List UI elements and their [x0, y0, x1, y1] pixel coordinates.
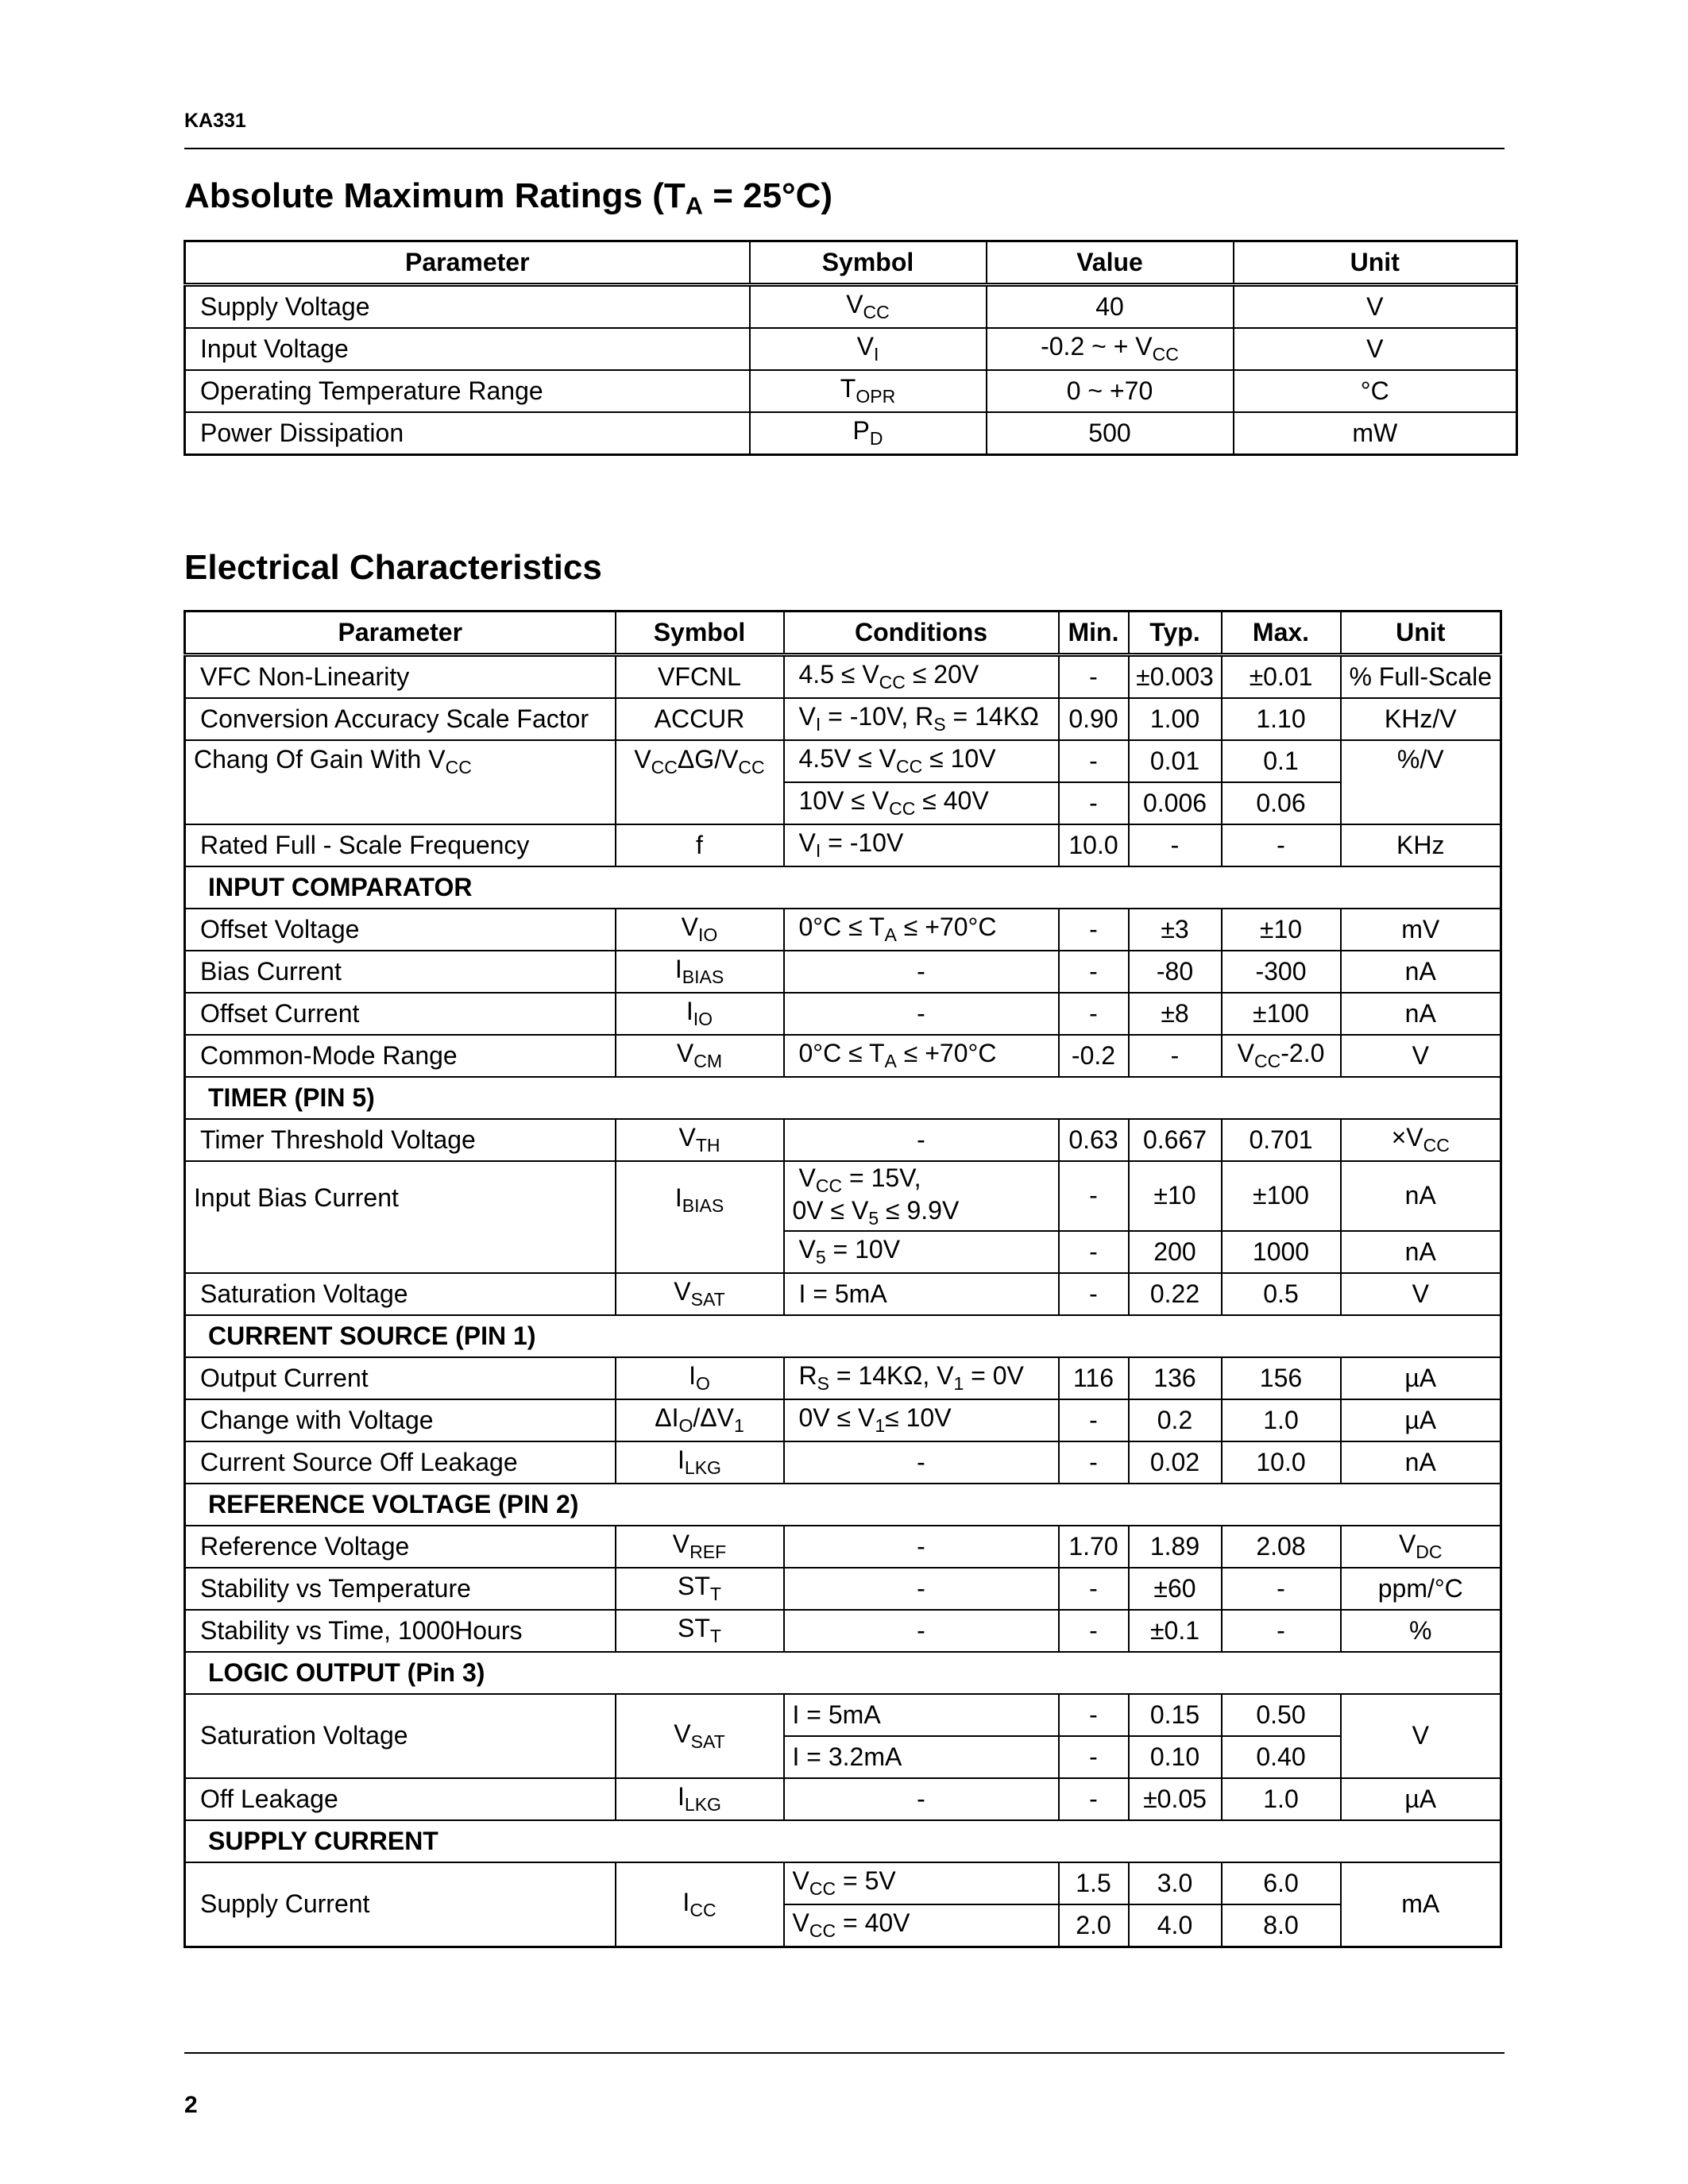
conditions-cell: $0^\circ C \le T_A \le +70^\circ C$ — [784, 909, 1059, 951]
symbol-cell: $ST_T$ — [616, 1610, 784, 1652]
col-header: Value — [987, 241, 1234, 285]
col-header: Symbol — [616, 612, 784, 655]
min-cell: 10.0 — [1059, 824, 1129, 866]
section-row — [185, 1652, 1501, 1694]
typ-cell: 1.00 — [1129, 698, 1222, 740]
typ-cell: 136 — [1129, 1357, 1222, 1399]
param-cell: Stability vs Time, 1000Hours — [185, 1610, 616, 1652]
typ-cell: 3.0 — [1129, 1862, 1222, 1904]
unit-cell: °C — [1234, 370, 1517, 412]
conditions-cell — [784, 1161, 1059, 1231]
min-cell: - — [1059, 909, 1129, 951]
table-row — [185, 1526, 1501, 1568]
unit-cell: ppm/°C — [1341, 1568, 1501, 1610]
typ-cell: ±0.1 — [1129, 1610, 1222, 1652]
typ-cell: 0.22 — [1129, 1273, 1222, 1315]
section-row — [185, 1484, 1501, 1526]
typ-cell: 0.667 — [1129, 1119, 1222, 1161]
abs-max-table — [183, 240, 1518, 456]
typ-cell: ±8 — [1129, 993, 1222, 1035]
param-cell: Offset Current — [185, 993, 616, 1035]
max-cell: 8.0 — [1222, 1904, 1341, 1947]
value-cell: 0 ~ +70 — [987, 370, 1234, 412]
symbol-cell: $V_{SAT}$ — [616, 1273, 784, 1315]
unit-cell: nA — [1341, 1161, 1501, 1231]
min-cell: - — [1059, 782, 1129, 824]
conditions-cell: $V_I = -10V$ — [784, 824, 1059, 866]
table-row — [185, 1441, 1501, 1484]
min-cell: - — [1059, 1399, 1129, 1441]
max-cell: 10.0 — [1222, 1441, 1341, 1484]
col-header: Max. — [1222, 612, 1341, 655]
symbol-cell: $I_{LKG}$ — [616, 1778, 784, 1820]
col-header: Symbol — [750, 241, 987, 285]
param-cell: Timer Threshold Voltage — [185, 1119, 616, 1161]
conditions-cell: I = 5mA — [784, 1694, 1059, 1736]
value-cell: 40 — [987, 285, 1234, 329]
conditions-cell: - — [784, 1441, 1059, 1484]
param-cell: Offset Voltage — [185, 909, 616, 951]
table-row — [185, 412, 1517, 455]
symbol-cell: $I_{BIAS}$ — [616, 1161, 784, 1273]
param-cell: Off Leakage — [185, 1778, 616, 1820]
symbol-cell: VFCNL — [616, 655, 784, 699]
param-cell: Input Bias Current — [185, 1161, 616, 1273]
param-cell: Supply Current — [185, 1862, 616, 1947]
min-cell: - — [1059, 951, 1129, 993]
param-cell: Saturation Voltage — [185, 1273, 616, 1315]
table-row — [185, 1610, 1501, 1652]
symbol-cell: $I_{LKG}$ — [616, 1441, 784, 1484]
conditions-cell: $R_S = 14K\Omega$, $V_1 = 0V$ — [784, 1357, 1059, 1399]
condition-line: $0V \le V_5 \le 9.9V$ — [792, 1196, 960, 1229]
param-cell: Conversion Accuracy Scale Factor — [185, 698, 616, 740]
min-cell: - — [1059, 1778, 1129, 1820]
unit-cell: mW — [1234, 412, 1517, 455]
unit-cell: nA — [1341, 951, 1501, 993]
abs-max-title: Absolute Maximum Ratings $(T_A = 25^\circ C)$ — [184, 176, 833, 220]
section-row — [185, 1077, 1501, 1119]
max-cell: 1.10 — [1222, 698, 1341, 740]
typ-cell: 0.01 — [1129, 740, 1222, 782]
max-cell: 1.0 — [1222, 1399, 1341, 1441]
max-cell: - — [1222, 824, 1341, 866]
min-cell: - — [1059, 993, 1129, 1035]
unit-cell: $\times V_{CC}$ — [1341, 1119, 1501, 1161]
col-header: Conditions — [784, 612, 1059, 655]
unit-cell: % — [1341, 1610, 1501, 1652]
unit-cell: KHz/V — [1341, 698, 1501, 740]
section-heading: LOGIC OUTPUT (Pin 3) — [185, 1652, 1501, 1694]
typ-cell: 200 — [1129, 1231, 1222, 1273]
min-cell: 2.0 — [1059, 1904, 1129, 1947]
conditions-cell: $10V \le V_{CC} \le 40V$ — [784, 782, 1059, 824]
conditions-cell: - — [784, 1568, 1059, 1610]
value-cell: -0.2 ~ + $V_{CC}$ — [987, 328, 1234, 370]
min-cell: - — [1059, 655, 1129, 699]
section-heading: SUPPLY CURRENT — [185, 1820, 1501, 1862]
section-heading: INPUT COMPARATOR — [185, 866, 1501, 909]
typ-cell: ±0.003 — [1129, 655, 1222, 699]
unit-cell: mV — [1341, 909, 1501, 951]
max-cell: $V_{CC}-2.0$ — [1222, 1035, 1341, 1077]
section-row — [185, 866, 1501, 909]
max-cell: ±10 — [1222, 909, 1341, 951]
param-cell: Operating Temperature Range — [185, 370, 750, 412]
max-cell: 0.50 — [1222, 1694, 1341, 1736]
max-cell: 0.5 — [1222, 1273, 1341, 1315]
unit-cell: V — [1341, 1273, 1501, 1315]
unit-cell: %/V — [1341, 740, 1501, 824]
conditions-cell: $V_{CC} = 5V$ — [784, 1862, 1059, 1904]
max-cell: 1000 — [1222, 1231, 1341, 1273]
table-row — [185, 1273, 1501, 1315]
symbol-cell: $ST_T$ — [616, 1568, 784, 1610]
symbol-cell: $V_{SAT}$ — [616, 1694, 784, 1778]
param-cell: Current Source Off Leakage — [185, 1441, 616, 1484]
unit-cell: V — [1234, 285, 1517, 329]
param-cell: Reference Voltage — [185, 1526, 616, 1568]
max-cell: ±100 — [1222, 1161, 1341, 1231]
typ-cell: ±60 — [1129, 1568, 1222, 1610]
min-cell: - — [1059, 1441, 1129, 1484]
param-cell: Bias Current — [185, 951, 616, 993]
table-row — [185, 328, 1517, 370]
elec-table — [183, 610, 1502, 1948]
section-heading: REFERENCE VOLTAGE (PIN 2) — [185, 1484, 1501, 1526]
min-cell: -0.2 — [1059, 1035, 1129, 1077]
table-row — [185, 655, 1501, 699]
conditions-cell: $0^\circ C \le T_A \le +70^\circ C$ — [784, 1035, 1059, 1077]
conditions-cell: $4.5 \le V_{CC} \le 20V$ — [784, 655, 1059, 699]
table-row — [185, 1161, 1501, 1231]
symbol-cell: $V_{IO}$ — [616, 909, 784, 951]
table-row — [185, 1778, 1501, 1820]
conditions-cell: - — [784, 1610, 1059, 1652]
min-cell: - — [1059, 1694, 1129, 1736]
typ-cell: 0.02 — [1129, 1441, 1222, 1484]
param-cell: Supply Voltage — [185, 285, 750, 329]
symbol-cell: $I_O$ — [616, 1357, 784, 1399]
symbol-cell: $I_{BIAS}$ — [616, 951, 784, 993]
table-row — [185, 1357, 1501, 1399]
symbol-cell: f — [616, 824, 784, 866]
document-id: KA331 — [184, 110, 246, 132]
max-cell: 0.1 — [1222, 740, 1341, 782]
min-cell: - — [1059, 1736, 1129, 1778]
max-cell: 156 — [1222, 1357, 1341, 1399]
conditions-cell: - — [784, 1526, 1059, 1568]
conditions-cell: $V_{CC} = 40V$ — [784, 1904, 1059, 1947]
table-row — [185, 1568, 1501, 1610]
symbol-cell: $I_{IO}$ — [616, 993, 784, 1035]
conditions-cell: $4.5V \le V_{CC} \le 10V$ — [784, 740, 1059, 782]
typ-cell: 0.2 — [1129, 1399, 1222, 1441]
symbol-cell: $\Delta I_O/\Delta V_1$ — [616, 1399, 784, 1441]
min-cell: 0.90 — [1059, 698, 1129, 740]
typ-cell: - — [1129, 824, 1222, 866]
unit-cell: KHz — [1341, 824, 1501, 866]
section-row — [185, 1315, 1501, 1357]
unit-cell: µA — [1341, 1778, 1501, 1820]
typ-cell: 0.15 — [1129, 1694, 1222, 1736]
col-header: Parameter — [185, 612, 616, 655]
table-row — [185, 370, 1517, 412]
symbol-cell: $V_I$ — [750, 328, 987, 370]
table-row — [185, 1694, 1501, 1736]
col-header: Unit — [1341, 612, 1501, 655]
unit-cell: V — [1341, 1694, 1501, 1778]
min-cell: - — [1059, 740, 1129, 782]
table-row — [185, 824, 1501, 866]
unit-cell: V — [1234, 328, 1517, 370]
param-cell: Stability vs Temperature — [185, 1568, 616, 1610]
max-cell: 0.06 — [1222, 782, 1341, 824]
min-cell: - — [1059, 1610, 1129, 1652]
unit-cell: % Full-Scale — [1341, 655, 1501, 699]
min-cell: 1.5 — [1059, 1862, 1129, 1904]
conditions-cell: - — [784, 993, 1059, 1035]
conditions-cell: I = 3.2mA — [784, 1736, 1059, 1778]
col-header: Min. — [1059, 612, 1129, 655]
max-cell: 0.701 — [1222, 1119, 1341, 1161]
table-row — [185, 740, 1501, 782]
section-heading: TIMER (PIN 5) — [185, 1077, 1501, 1119]
condition-line: $V_{CC} = 15V$, — [798, 1163, 921, 1196]
conditions-cell: $V_5 = 10V$ — [784, 1231, 1059, 1273]
table-row — [185, 1399, 1501, 1441]
max-cell: 1.0 — [1222, 1778, 1341, 1820]
min-cell: - — [1059, 1568, 1129, 1610]
typ-cell: - — [1129, 1035, 1222, 1077]
table-row — [185, 993, 1501, 1035]
symbol-cell: $V_{REF}$ — [616, 1526, 784, 1568]
param-cell: Change with Voltage — [185, 1399, 616, 1441]
conditions-cell: - — [784, 1119, 1059, 1161]
typ-cell: 0.006 — [1129, 782, 1222, 824]
typ-cell: 0.10 — [1129, 1736, 1222, 1778]
param-cell: VFC Non-Linearity — [185, 655, 616, 699]
value-cell: 500 — [987, 412, 1234, 455]
min-cell: - — [1059, 1273, 1129, 1315]
max-cell: 0.40 — [1222, 1736, 1341, 1778]
section-heading: CURRENT SOURCE (PIN 1) — [185, 1315, 1501, 1357]
symbol-cell: $V_{TH}$ — [616, 1119, 784, 1161]
col-header: Parameter — [185, 241, 750, 285]
param-cell: Common-Mode Range — [185, 1035, 616, 1077]
typ-cell: ±0.05 — [1129, 1778, 1222, 1820]
symbol-cell: $V_{CC}\Delta G/V_{CC}$ — [616, 740, 784, 824]
conditions-cell: - — [784, 1778, 1059, 1820]
symbol-cell: ACCUR — [616, 698, 784, 740]
conditions-cell: I = 5mA — [784, 1273, 1059, 1315]
symbol-cell: $V_{CM}$ — [616, 1035, 784, 1077]
elec-title: Electrical Characteristics — [184, 548, 602, 587]
typ-cell: ±10 — [1129, 1161, 1222, 1231]
col-header: Typ. — [1129, 612, 1222, 655]
min-cell: - — [1059, 1231, 1129, 1273]
max-cell: - — [1222, 1568, 1341, 1610]
table-header-row — [185, 612, 1501, 655]
page-number: 2 — [184, 2092, 198, 2118]
symbol-cell: $P_D$ — [750, 412, 987, 455]
typ-cell: ±3 — [1129, 909, 1222, 951]
table-row — [185, 698, 1501, 740]
unit-cell: V — [1341, 1035, 1501, 1077]
param-cell: Input Voltage — [185, 328, 750, 370]
symbol-cell: $I_{CC}$ — [616, 1862, 784, 1947]
conditions-cell: - — [784, 951, 1059, 993]
unit-cell: µA — [1341, 1357, 1501, 1399]
table-row — [185, 909, 1501, 951]
param-cell: Rated Full - Scale Frequency — [185, 824, 616, 866]
max-cell: ±0.01 — [1222, 655, 1341, 699]
typ-cell: -80 — [1129, 951, 1222, 993]
symbol-cell: $V_{CC}$ — [750, 285, 987, 329]
typ-cell: 4.0 — [1129, 1904, 1222, 1947]
unit-cell: nA — [1341, 993, 1501, 1035]
max-cell: 2.08 — [1222, 1526, 1341, 1568]
conditions-cell: $0V \le V_1\le 10V$ — [784, 1399, 1059, 1441]
section-row — [185, 1820, 1501, 1862]
footer-rule — [184, 2052, 1505, 2054]
param-cell: Output Current — [185, 1357, 616, 1399]
typ-cell: 1.89 — [1129, 1526, 1222, 1568]
param-cell: Chang Of Gain With $V_{CC}$ — [185, 740, 616, 824]
table-row — [185, 1035, 1501, 1077]
max-cell: -300 — [1222, 951, 1341, 993]
param-cell: Saturation Voltage — [185, 1694, 616, 1778]
conditions-cell: $V_I = -10V$, $R_S = 14K\Omega$ — [784, 698, 1059, 740]
table-row — [185, 1119, 1501, 1161]
header-rule — [184, 148, 1505, 149]
unit-cell: nA — [1341, 1231, 1501, 1273]
min-cell: 0.63 — [1059, 1119, 1129, 1161]
table-row — [185, 1862, 1501, 1904]
table-row — [185, 951, 1501, 993]
min-cell: 1.70 — [1059, 1526, 1129, 1568]
max-cell: 6.0 — [1222, 1862, 1341, 1904]
param-cell: Power Dissipation — [185, 412, 750, 455]
max-cell: ±100 — [1222, 993, 1341, 1035]
min-cell: 116 — [1059, 1357, 1129, 1399]
col-header: Unit — [1234, 241, 1517, 285]
max-cell: - — [1222, 1610, 1341, 1652]
min-cell: - — [1059, 1161, 1129, 1231]
unit-cell: µA — [1341, 1399, 1501, 1441]
unit-cell: mA — [1341, 1862, 1501, 1947]
symbol-cell: $T_{OPR}$ — [750, 370, 987, 412]
unit-cell: nA — [1341, 1441, 1501, 1484]
table-header-row — [185, 241, 1517, 285]
table-row — [185, 285, 1517, 329]
unit-cell: $V_{DC}$ — [1341, 1526, 1501, 1568]
